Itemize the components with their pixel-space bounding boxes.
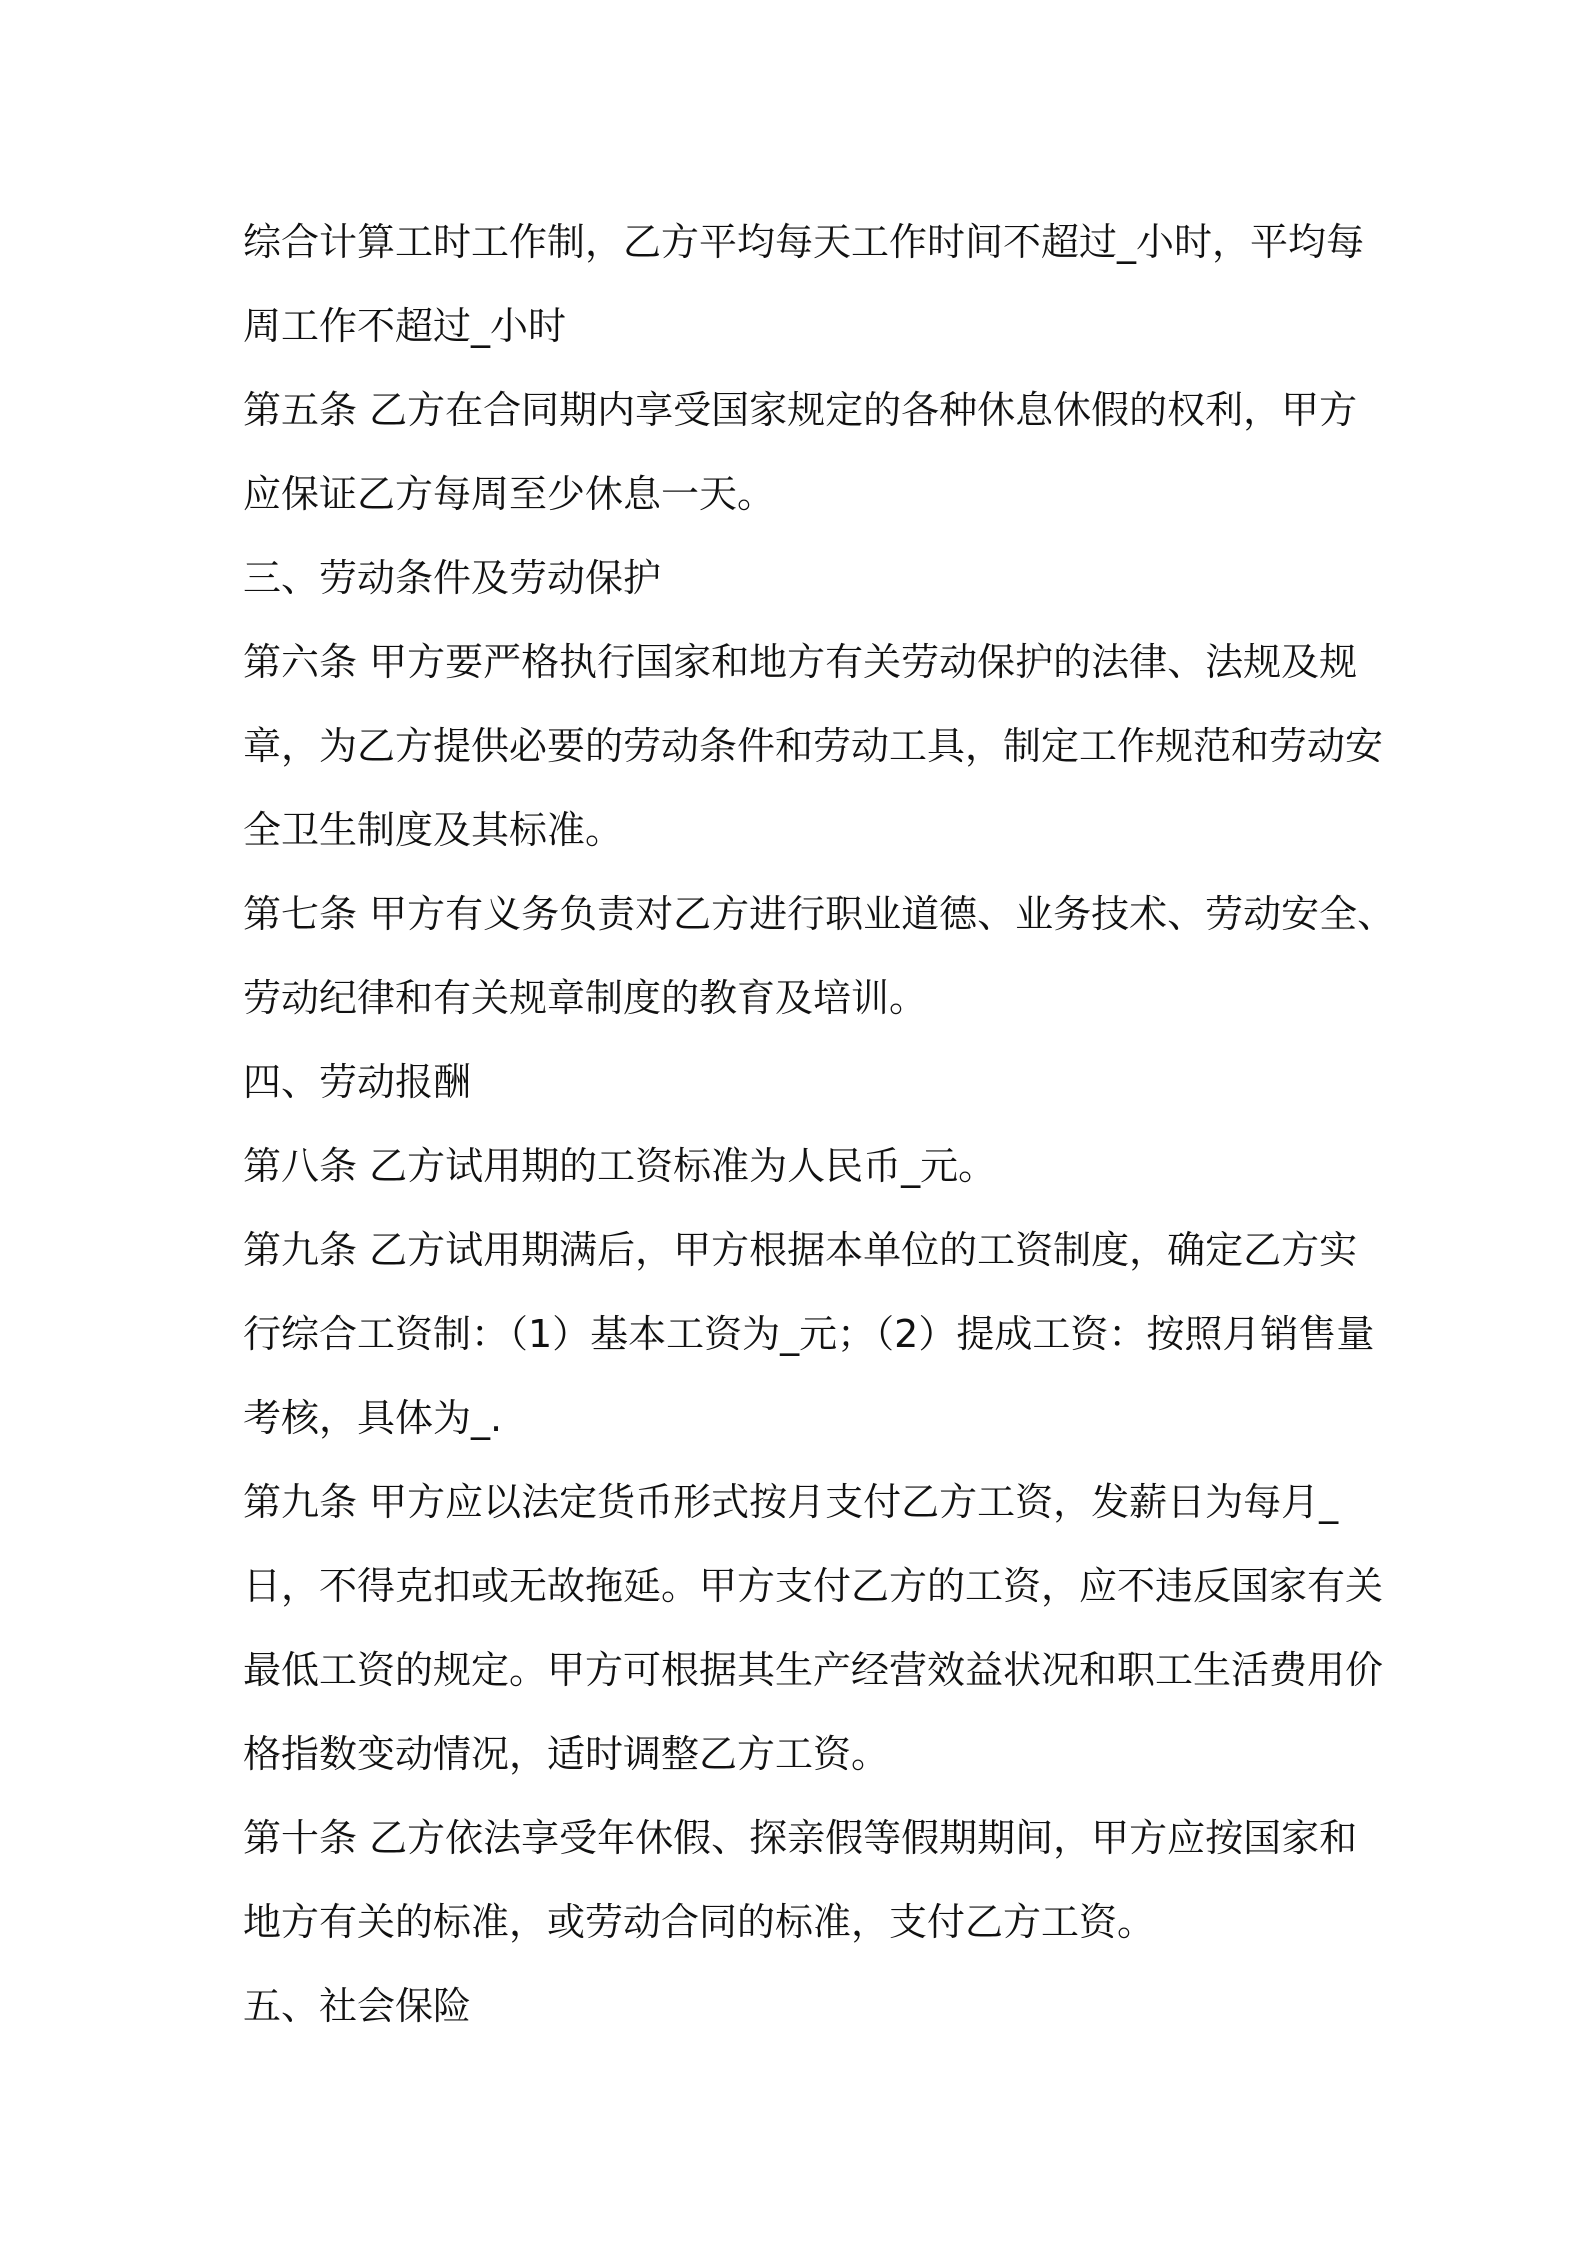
article-7-line: 第七条 甲方有义务负责对乙方进行职业道德、业务技术、劳动安全、 [243, 892, 1396, 936]
text-line: 考核，具体为_. [243, 1396, 503, 1440]
section-heading-3: 三、劳动条件及劳动保护 [243, 556, 662, 600]
section-heading-4: 四、劳动报酬 [243, 1060, 472, 1104]
text-line: 格指数变动情况，适时调整乙方工资。 [243, 1732, 890, 1776]
text-line: 最低工资的规定。甲方可根据其生产经营效益状况和职工生活费用价 [243, 1648, 1384, 1692]
text-line: 行综合工资制：（1）基本工资为_元；（2）提成工资：按照月销售量 [243, 1312, 1375, 1356]
text-line: 周工作不超过_小时 [243, 304, 567, 348]
text-line: 应保证乙方每周至少休息一天。 [243, 472, 776, 516]
text-line: 全卫生制度及其标准。 [243, 808, 624, 852]
article-9-line: 第九条 乙方试用期满后，甲方根据本单位的工资制度，确定乙方实 [243, 1228, 1358, 1272]
text-line: 劳动纪律和有关规章制度的教育及培训。 [243, 976, 928, 1020]
article-8-line: 第八条 乙方试用期的工资标准为人民币_元。 [243, 1144, 997, 1188]
text-line: 日，不得克扣或无故拖延。甲方支付乙方的工资，应不违反国家有关 [243, 1564, 1384, 1608]
document-body [243, 200, 1396, 2048]
text-line: 章，为乙方提供必要的劳动条件和劳动工具，制定工作规范和劳动安 [243, 724, 1384, 768]
article-6-line: 第六条 甲方要严格执行国家和地方有关劳动保护的法律、法规及规 [243, 640, 1358, 684]
article-10-line: 第十条 乙方依法享受年休假、探亲假等假期期间，甲方应按国家和 [243, 1816, 1358, 1860]
article-5-line: 第五条 乙方在合同期内享受国家规定的各种休息休假的权利，甲方 [243, 388, 1358, 432]
section-heading-5: 五、社会保险 [243, 1984, 472, 2028]
text-line: 地方有关的标准，或劳动合同的标准，支付乙方工资。 [243, 1900, 1156, 1944]
text-line: 综合计算工时工作制，乙方平均每天工作时间不超过_小时，平均每 [243, 220, 1365, 264]
article-9b-line: 第九条 甲方应以法定货币形式按月支付乙方工资，发薪日为每月_ [243, 1480, 1339, 1524]
